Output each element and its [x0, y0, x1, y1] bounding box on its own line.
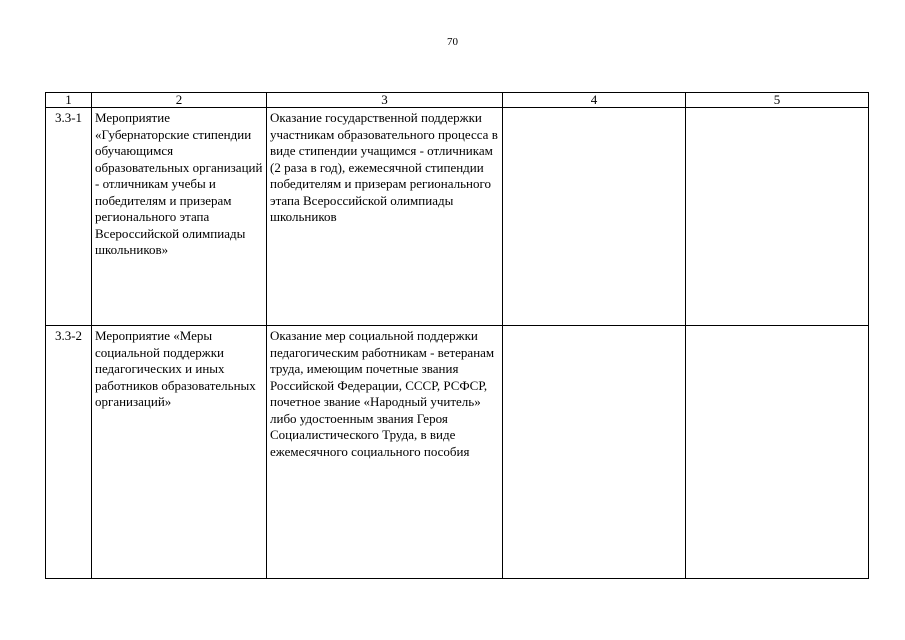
header-col-2: 2 — [92, 93, 267, 108]
header-col-4: 4 — [503, 93, 686, 108]
table-row — [46, 326, 869, 579]
row-number: 3.3-1 — [46, 108, 92, 326]
header-col-1: 1 — [46, 93, 92, 108]
table-row — [46, 108, 869, 326]
page-number: 70 — [447, 36, 458, 48]
description-cell: Оказание государственной поддержки участникам образовательного процесса в виде стипендии учащимся - отличникам (2 раза в год), ежемесячной стипендии победителям и призерам регионального этапа Всероссийской олимпиады школьников — [267, 108, 503, 326]
col4-cell — [503, 108, 686, 326]
col4-cell — [503, 326, 686, 579]
event-cell: Мероприятие «Меры социальной поддержки педагогических и иных работников образовательных организаций» — [92, 326, 267, 579]
col5-cell — [686, 108, 869, 326]
header-col-5: 5 — [686, 93, 869, 108]
table-header-row — [46, 93, 869, 108]
row-number: 3.3-2 — [46, 326, 92, 579]
col5-cell — [686, 326, 869, 579]
event-cell: Мероприятие «Губернаторские стипендии обучающимся образовательных организаций - отличникам учебы и победителям и призерам регионального этапа Всероссийской олимпиады школьников» — [92, 108, 267, 326]
description-cell: Оказание мер социальной поддержки педагогическим работникам - ветеранам труда, имеющим почетные звания Российской Федерации, СССР, РСФСР, почетное звание «Народный учитель» либо удостоенным звания Героя Социалистического Труда, в виде ежемесячного социального пособия — [267, 326, 503, 579]
measures-table — [45, 92, 869, 579]
header-col-3: 3 — [267, 93, 503, 108]
